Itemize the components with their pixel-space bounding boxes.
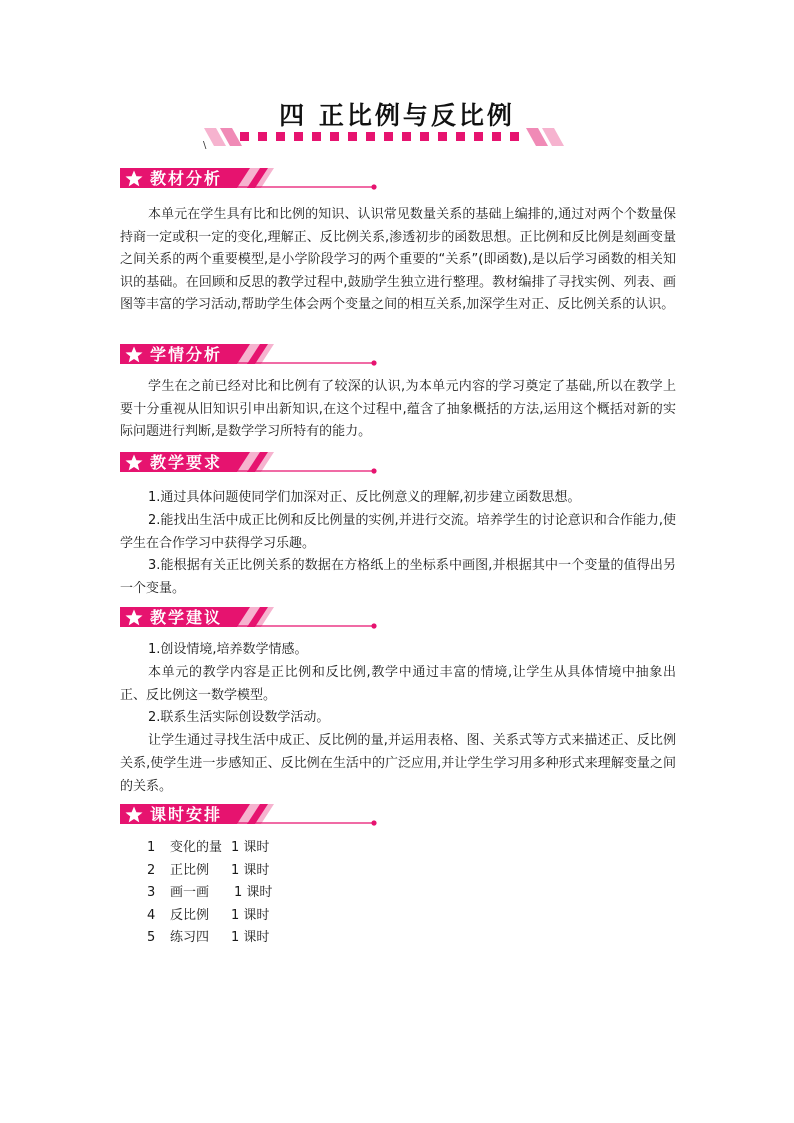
section-heading: 教材分析 xyxy=(150,169,223,188)
chapter-title: 四 正比例与反比例 xyxy=(279,101,515,130)
schedule-topic: 变化的量 xyxy=(170,840,223,855)
schedule-number: 3 xyxy=(147,885,156,900)
title-tick: \ xyxy=(203,140,207,151)
section-header-teaching-suggestions xyxy=(120,606,380,632)
section-header-student-analysis xyxy=(120,343,380,369)
schedule-number: 1 xyxy=(147,840,156,855)
section-heading: 教学要求 xyxy=(150,453,223,472)
star-icon xyxy=(125,346,143,363)
star-icon xyxy=(125,454,143,471)
suggestion-item: 让学生通过寻找生活中成正、反比例的量,并运用表格、图、关系式等方式来描述正、反比例关系,使学生进一步感知正、反比例在生活中的广泛应用,并让学生学习用多种形式来理解变量之间的关系。 xyxy=(120,733,676,794)
star-icon xyxy=(125,806,143,823)
section-heading: 课时安排 xyxy=(150,805,223,824)
suggestion-item: 1.创设情境,培养数学情感。 xyxy=(148,642,308,657)
section-header-teaching-requirements xyxy=(120,451,380,477)
schedule-topic: 反比例 xyxy=(170,908,210,923)
schedule-number: 5 xyxy=(147,930,156,945)
section-heading: 教学建议 xyxy=(150,608,223,627)
schedule-topic: 正比例 xyxy=(170,863,210,878)
requirement-item: 1.通过具体问题使同学们加深对正、反比例意义的理解,初步建立函数思想。 xyxy=(148,490,581,505)
schedule-number: 2 xyxy=(147,863,156,878)
schedule-topic: 练习四 xyxy=(170,930,210,945)
schedule-hours: 1 课时 xyxy=(231,930,270,945)
schedule-hours: 1 课时 xyxy=(231,863,270,878)
suggestion-item: 本单元的教学内容是正比例和反比例,教学中通过丰富的情境,让学生从具体情境中抽象出正、反比例这一数学模型。 xyxy=(120,665,676,703)
textbook-analysis-paragraph: 本单元在学生具有比和比例的知识、认识常见数量关系的基础上编排的,通过对两个个数量保持商一定或积一定的变化,理解正、反比例关系,渗透初步的函数思想。正比例和反比例是刻画变量之间关系的两个重要模型,是小学阶段学习的两个重要的“关系”(即函数),是以后学习函数的相关知识的基础。在回顾和反思的教学过程中,鼓励学生独立进行整理。教材编排了寻找实例、列表、画图等丰富的学习活动,帮助学生体会两个变量之间的相互关系,加深学生对正、反比例关系的认识。 xyxy=(120,207,676,312)
section-header-lesson-schedule xyxy=(120,803,380,829)
schedule-hours: 1 课时 xyxy=(231,840,270,855)
star-icon xyxy=(125,609,143,626)
section-heading: 学情分析 xyxy=(150,345,223,364)
title-decoration-band xyxy=(204,124,566,150)
suggestion-item: 2.联系生活实际创设数学活动。 xyxy=(148,710,330,725)
star-icon xyxy=(125,170,143,187)
schedule-topic: 画一画 xyxy=(170,885,210,900)
section-header-textbook-analysis xyxy=(120,167,380,193)
schedule-hours: 1 课时 xyxy=(234,885,273,900)
student-analysis-paragraph: 学生在之前已经对比和比例有了较深的认识,为本单元内容的学习奠定了基础,所以在教学上要十分重视从旧知识引申出新知识,在这个过程中,蕴含了抽象概括的方法,运用这个概括对新的实际问题进行判断,是数学学习所特有的能力。 xyxy=(120,379,676,439)
requirement-item: 3.能根据有关正比例关系的数据在方格纸上的坐标系中画图,并根据其中一个变量的值得出另一个变量。 xyxy=(120,558,676,596)
schedule-hours: 1 课时 xyxy=(231,908,270,923)
schedule-number: 4 xyxy=(147,908,156,923)
requirement-item: 2.能找出生活中成正比例和反比例量的实例,并进行交流。培养学生的讨论意识和合作能力,使学生在合作学习中获得学习乐趣。 xyxy=(120,513,676,551)
